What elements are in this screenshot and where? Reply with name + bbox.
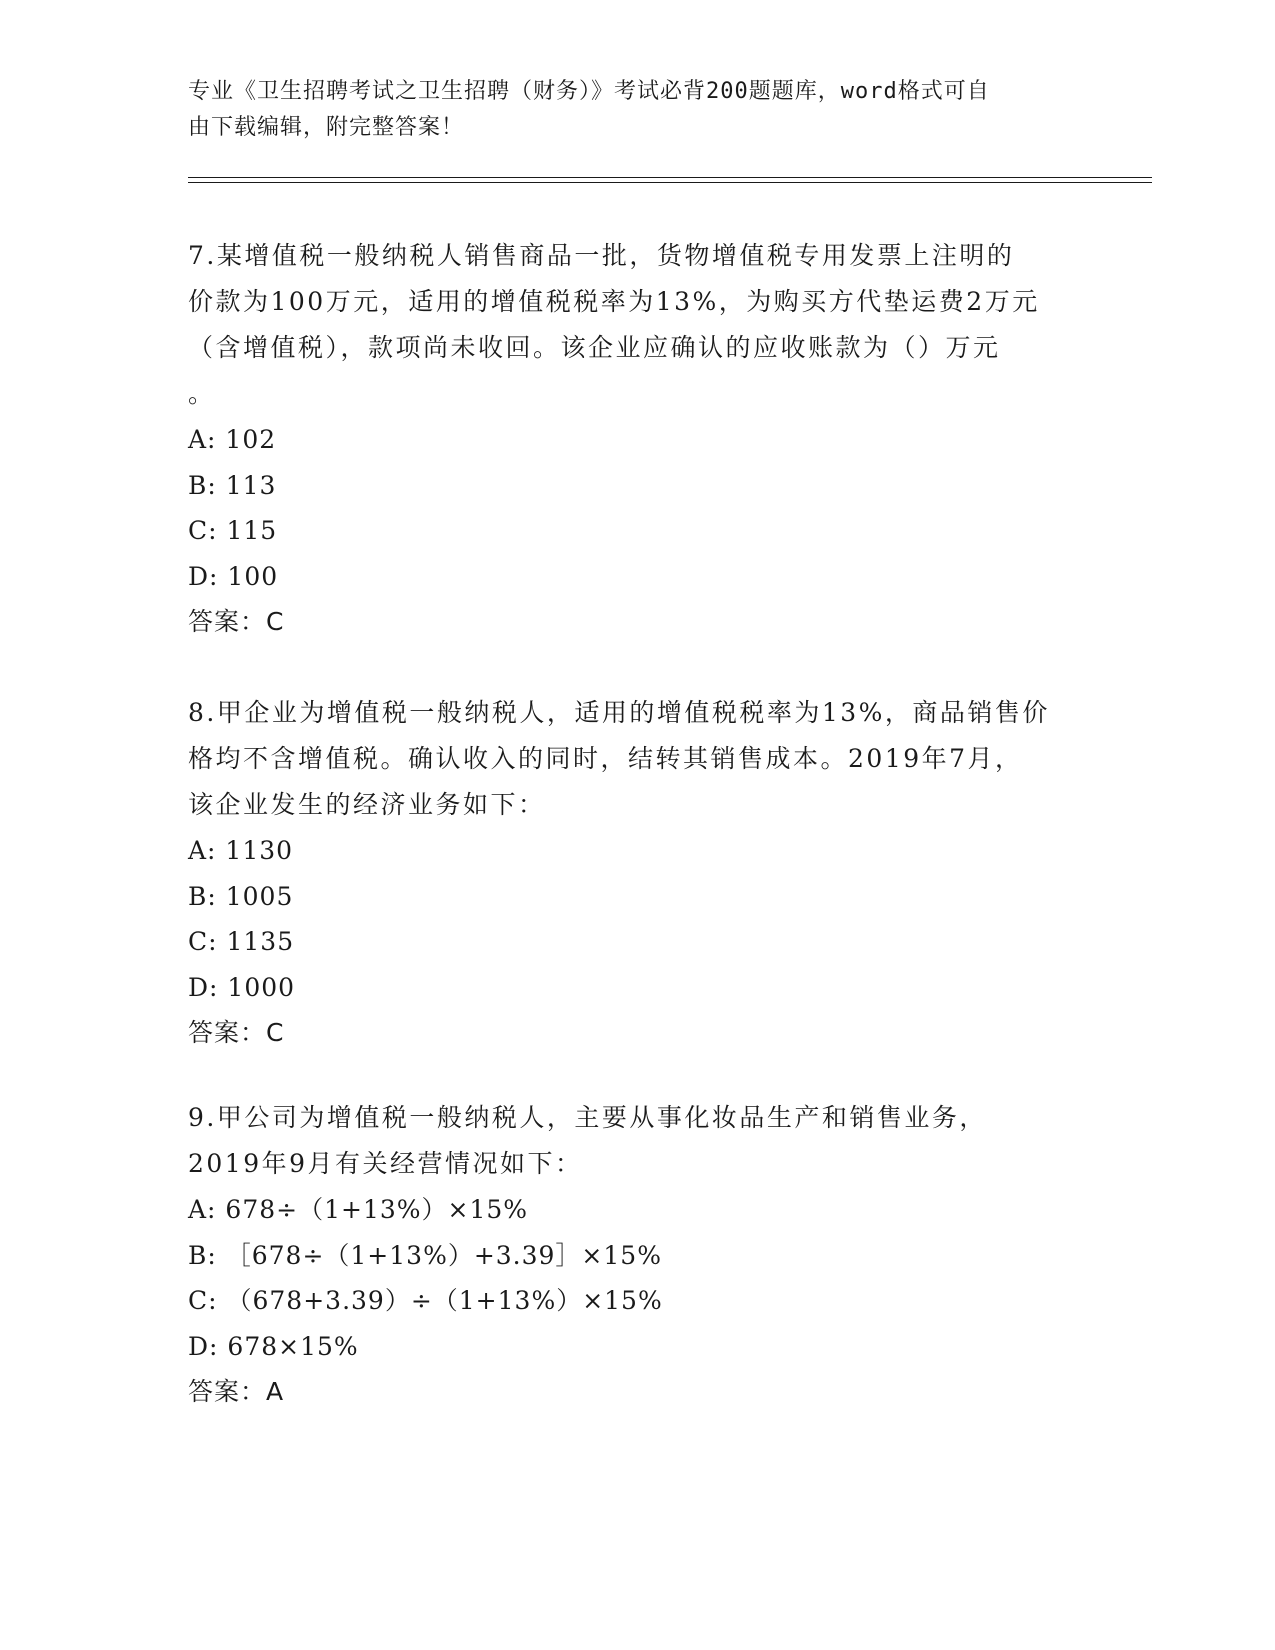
question-line: 该企业发生的经济业务如下： [188, 790, 546, 819]
option-c: C: （678+3.39）÷（1+13%）×15% [188, 1286, 663, 1315]
question-line: 2019年9月有关经营情况如下： [188, 1149, 583, 1178]
question-9 [188, 1095, 1088, 1415]
question-line: 价款为100万元，适用的增值税税率为13%，为购买方代垫运费2万元 [188, 287, 1040, 316]
answer: 答案：C [188, 1018, 285, 1047]
option-c: C: 115 [188, 516, 278, 545]
option-b: B: ［678÷（1+13%）+3.39］×15% [188, 1240, 662, 1270]
question-8 [188, 690, 1088, 1056]
question-line: 8.甲企业为增值税一般纳税人，适用的增值税税率为13%，商品销售价 [188, 698, 1050, 727]
option-c: C: 1135 [188, 927, 295, 956]
answer: 答案：C [188, 607, 285, 636]
option-a: A: 102 [188, 425, 277, 454]
header-line-2: 由下载编辑，附完整答案！ [188, 115, 465, 140]
option-b: B: 1005 [188, 881, 294, 911]
document-header [188, 74, 1068, 146]
option-d: D: 1000 [188, 972, 296, 1002]
header-rule-top [188, 177, 1152, 178]
header-rule-bottom [188, 182, 1152, 183]
question-line: （含增值税），款项尚未收回。该企业应确认的应收账款为（）万元 [188, 333, 1001, 362]
question-line: 7.某增值税一般纳税人销售商品一批，货物增值税专用发票上注明的 [188, 241, 1015, 270]
question-line: 9.甲公司为增值税一般纳税人，主要从事化妆品生产和销售业务， [188, 1103, 987, 1132]
option-d: D: 678×15% [188, 1331, 359, 1361]
option-b: B: 113 [188, 470, 277, 500]
question-7 [188, 233, 1088, 645]
option-a: A: 678÷（1+13%）×15% [188, 1195, 529, 1224]
option-a: A: 1130 [188, 836, 294, 865]
question-line: 格均不含增值税。确认收入的同时，结转其销售成本。2019年7月， [188, 744, 1023, 773]
header-line-1: 专业《卫生招聘考试之卫生招聘（财务）》考试必背200题题库，word格式可自 [188, 79, 990, 104]
answer: 答案：A [188, 1377, 285, 1406]
question-line: 。 [188, 379, 216, 408]
option-d: D: 100 [188, 561, 279, 591]
